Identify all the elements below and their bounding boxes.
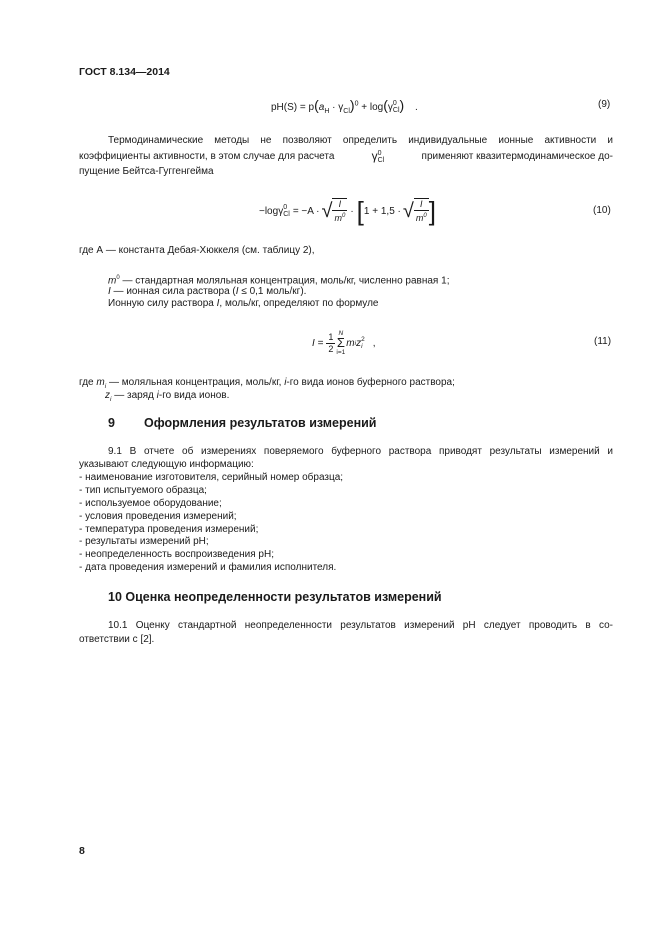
eq9-gamma-sub2: Cl <box>392 107 400 115</box>
eq11-sum-top: N <box>338 330 344 337</box>
eq10-dot: · <box>350 205 354 217</box>
para1-gamma-sub: Cl <box>377 157 385 164</box>
eq10-minus-a: = −A · <box>292 205 320 217</box>
defs2-z-symbol: z <box>105 390 110 401</box>
defs1-l4-a: Ионную силу раствора <box>108 298 217 309</box>
eq9-plus-log: + log <box>361 102 384 113</box>
defs1-i-symbol: I <box>108 286 111 297</box>
defs1-m0-sup: 0 <box>116 275 120 281</box>
defs2-line2 <box>105 390 229 407</box>
section9-p1-line1: 9.1 В отчете об измерениях поверяемого буферного раствора приводят результаты измерений и <box>108 446 613 457</box>
para1-line2-b: применяют квазитермодинамическое до- <box>421 150 613 162</box>
eq10-frac1-den-sup: 0 <box>341 213 346 219</box>
eq10-frac1 <box>332 198 347 224</box>
eq11-m: m <box>346 337 355 349</box>
para1-line2 <box>79 150 613 164</box>
section10-p1-line1: 10.1 Оценку стандартной неопределенности результатов измерений рН следует проводить в со- <box>108 620 613 631</box>
eq11-lhs: I = <box>312 337 324 349</box>
list-item: - дата проведения измерений и фамилия исполнителя. <box>79 562 337 574</box>
equation-10 <box>259 193 436 229</box>
list-item: - температура проведения измерений; <box>79 523 259 535</box>
equation-10-number: (10) <box>593 205 611 216</box>
eq11-comma: , <box>372 337 376 349</box>
eq11-z: z <box>356 337 362 349</box>
defs1-m0-text: — стандартная моляльная концентрация, моль/кг, численно равная 1; <box>119 275 450 287</box>
eq10-sqrt2: √ <box>402 199 414 222</box>
para1-gamma: γ <box>371 149 378 164</box>
eq10-frac1-den-m: m <box>334 213 342 223</box>
equation-9-number: (9) <box>598 99 611 110</box>
eq10-frac2-num: I <box>414 199 429 211</box>
equation-11 <box>312 328 375 358</box>
eq11-z-sup: 2 <box>361 336 365 343</box>
defs1-m0-symbol: m <box>108 275 117 287</box>
para1-line1: Термодинамические методы не позволяют определить индивидуальные ионные активности и <box>108 135 613 146</box>
equation-9: $pH(S) = p(a_H \cdot \gamma_{Cl})^0 + \log(\gamma$ 0 Cl ) . <box>271 97 418 115</box>
eq10-log: −log <box>259 205 279 217</box>
eq10-frac1-den <box>332 211 347 224</box>
page-number: 8 <box>79 845 85 857</box>
eq11-z-sub: i <box>361 343 363 350</box>
defs1-line4 <box>108 298 378 311</box>
eq10-frac2 <box>414 198 429 224</box>
eq9-dot-gamma: · γ <box>329 102 344 113</box>
defs2-l1-i: i <box>284 377 287 388</box>
defs1-line3 <box>108 286 306 299</box>
defs1-i-text: — ионная сила раствора ( <box>110 286 236 297</box>
list-item: - условия проведения измерений; <box>79 510 237 522</box>
list-item: - используемое оборудование; <box>79 497 222 509</box>
eq10-gamma-sup: 0 <box>283 204 288 211</box>
defs2-l1-a: где <box>79 377 97 388</box>
list-item: - тип испытуемого образца; <box>79 484 207 496</box>
eq10-gamma-sub: Cl <box>283 211 290 218</box>
defs2-z-sub: i <box>110 396 112 403</box>
eq11-half-num: 1 <box>328 331 334 342</box>
defs1-i-symbol2: I <box>235 286 239 297</box>
eq9-gamma-sub: Cl <box>343 108 350 115</box>
eq9-a: a <box>318 102 325 113</box>
section9-title: Оформления результатов измерений <box>144 416 377 430</box>
eq9-lhs: pH(S) = p <box>271 102 315 113</box>
defs2-l2-a: — заряд <box>111 390 157 401</box>
eq11-m-sub: i <box>354 339 357 347</box>
eq11-half <box>326 332 335 355</box>
eq10-frac2-den <box>414 211 429 224</box>
defs2-m-symbol: m <box>96 377 105 388</box>
eq9-gamma: γ <box>387 102 393 113</box>
eq10-middle: 1 + 1,5 · <box>363 205 401 217</box>
defs1-line1: где А — константа Дебая-Хюккеля (см. таблицу 2), <box>79 245 315 256</box>
defs1-l4-sym: I <box>216 298 220 309</box>
eq9-sup: 0 <box>354 100 359 108</box>
eq9-period: . <box>414 102 418 113</box>
list-item: - результаты измерений рН; <box>79 536 209 548</box>
defs2-l1-b: — моляльная концентрация, моль/кг, <box>106 377 285 388</box>
eq10-gamma: γ <box>278 205 284 217</box>
equation-11-number: (11) <box>594 336 612 347</box>
eq10-frac2-den-m: m <box>415 213 424 223</box>
section9-p1-line2: указывают следующую информацию: <box>79 459 254 470</box>
defs2-l2-b: -го вида ионов. <box>158 390 230 401</box>
para1-gamma-sup: 0 <box>377 150 382 157</box>
eq10-bracket-right: ] <box>428 196 436 226</box>
eq10-sqrt1: √ <box>321 199 333 222</box>
eq9-a-sub: H <box>324 108 330 115</box>
eq10-bracket-left: [ <box>356 196 364 226</box>
section9-number: 9 <box>108 416 115 430</box>
section10-title: 10 Оценка неопределенности результатов измерений <box>108 590 442 604</box>
list-item: - наименование изготовителя, серийный номер образца; <box>79 472 344 483</box>
eq11-sum-bottom: i=1 <box>336 349 346 356</box>
defs1-i-text2: ≤ 0,1 моль/кг). <box>238 286 307 297</box>
eq11-sigma: Σ <box>336 335 345 350</box>
section9-list <box>79 472 343 575</box>
eq11-sum <box>336 330 345 356</box>
defs2-l2-i: i <box>156 390 159 401</box>
defs1-l4-b: , моль/кг, определяют по формуле <box>219 298 379 309</box>
eq11-half-den: 2 <box>328 343 334 354</box>
list-item: - неопределенность воспроизведения рН; <box>79 549 274 561</box>
eq9-gamma-sup: 0 <box>392 100 397 108</box>
para1-line2-a: коэффициенты активности, в этом случае для расчета <box>79 150 335 162</box>
eq10-frac2-den-sup: 0 <box>423 213 427 219</box>
document-header: ГОСТ 8.134—2014 <box>79 66 170 78</box>
section10-p1-line2: ответствии с [2]. <box>79 634 155 645</box>
para1-gamma-symbol <box>372 150 385 164</box>
eq10-frac1-num: I <box>332 199 347 211</box>
para1-line3: пущение Бейтса-Гуггенгейма <box>79 166 214 177</box>
defs2-m-sub: i <box>104 383 107 390</box>
defs2-l1-c: -го вида ионов буферного раствора; <box>286 377 455 388</box>
